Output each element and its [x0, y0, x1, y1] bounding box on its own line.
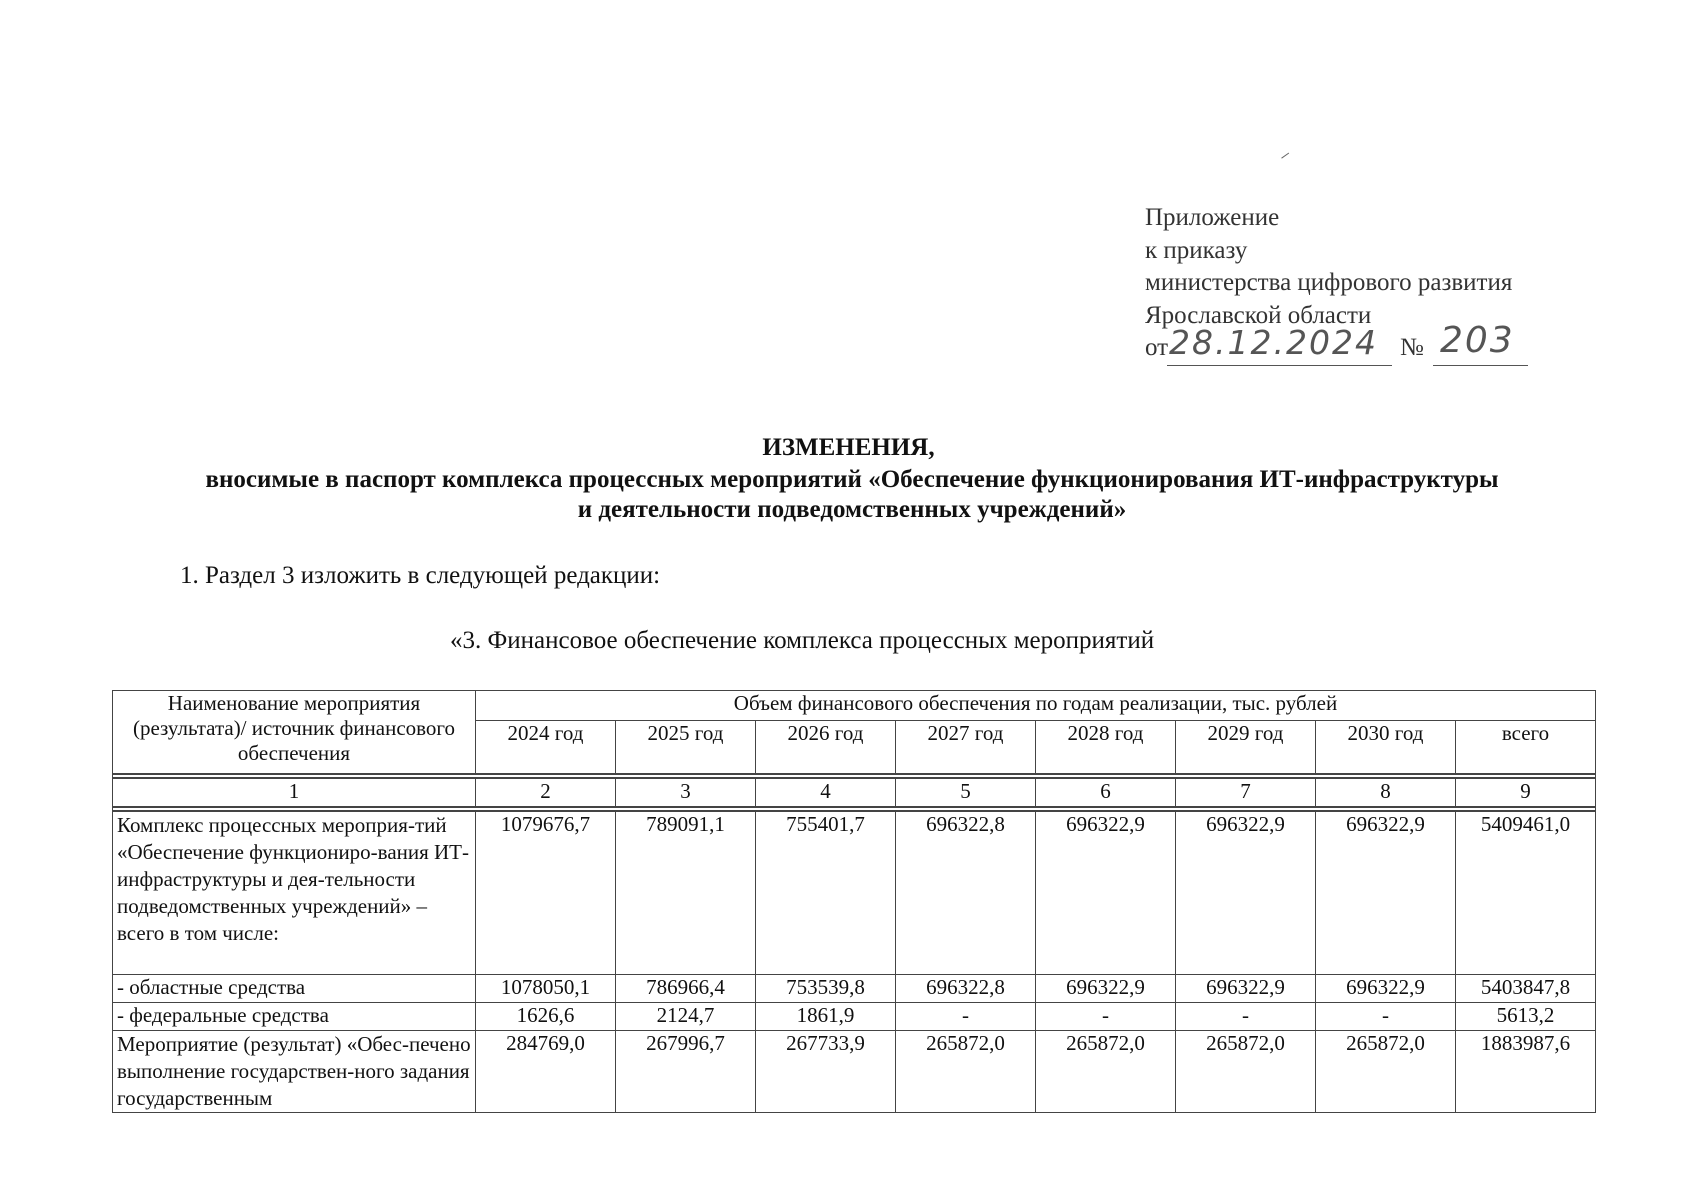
row-value: 696322,9 [1176, 811, 1316, 975]
row-value: 696322,8 [896, 975, 1036, 1003]
row-value: 267996,7 [616, 1031, 756, 1113]
row-value: 1883987,6 [1456, 1031, 1596, 1113]
column-number: 5 [896, 778, 1036, 807]
table-row [113, 1003, 1596, 1031]
row-value: 1626,6 [476, 1003, 616, 1031]
column-number: 1 [113, 778, 476, 807]
row-value: 1078050,1 [476, 975, 616, 1003]
table-row [113, 1031, 1596, 1113]
column-number: 3 [616, 778, 756, 807]
pen-mark [1281, 153, 1290, 160]
row-name: - федеральные средства [113, 1003, 476, 1031]
row-value: 696322,9 [1176, 975, 1316, 1003]
document-subtitle-line-1: вносимые в паспорт комплекса процессных мероприятий «Обеспечение функционирования ИТ-инфраструктуры [205, 466, 1499, 493]
row-value: - [896, 1003, 1036, 1031]
table-row [113, 811, 1596, 975]
financing-table [112, 690, 1596, 1113]
handwritten-number: 203 [1440, 320, 1515, 361]
column-number: 8 [1316, 778, 1456, 807]
column-number: 2 [476, 778, 616, 807]
appendix-block [1145, 202, 1515, 366]
appendix-line-4: Ярославской области [1145, 301, 1372, 329]
row-value: 265872,0 [896, 1031, 1036, 1113]
year-header: 2028 год [1036, 721, 1176, 775]
appendix-line-2: к приказу [1145, 236, 1248, 264]
row-value: 696322,9 [1316, 975, 1456, 1003]
group-header: Объем финансового обеспечения по годам реализации, тыс. рублей [476, 691, 1596, 721]
row-value: 267733,9 [756, 1031, 896, 1113]
row-value: 755401,7 [756, 811, 896, 975]
row-value: 789091,1 [616, 811, 756, 975]
appendix-line-1: Приложение [1145, 204, 1280, 231]
row-value: 696322,9 [1316, 811, 1456, 975]
document-subtitle-line-2: и деятельности подведомственных учреждений» [577, 496, 1127, 523]
row-value: 2124,7 [616, 1003, 756, 1031]
paragraph-1: 1. Раздел 3 изложить в следующей редакции: [180, 562, 661, 589]
row-name: - областные средства [113, 975, 476, 1003]
row-value: 696322,8 [896, 811, 1036, 975]
col1-header: Наименование мероприятия (результата)/ источник финансового обеспечения [113, 691, 476, 775]
row-value: 5613,2 [1456, 1003, 1596, 1031]
row-value: 265872,0 [1036, 1031, 1176, 1113]
year-header: 2024 год [476, 721, 616, 775]
year-header: 2027 год [896, 721, 1036, 775]
column-number: 9 [1456, 778, 1596, 807]
row-value: 786966,4 [616, 975, 756, 1003]
row-value: - [1036, 1003, 1176, 1031]
handwritten-date: 28.12.2024 [1169, 323, 1378, 362]
year-header: 2026 год [756, 721, 896, 775]
year-header: 2029 год [1176, 721, 1316, 775]
year-header: 2030 год [1316, 721, 1456, 775]
column-number: 6 [1036, 778, 1176, 807]
number-sign: № [1400, 334, 1424, 361]
row-value: 265872,0 [1316, 1031, 1456, 1113]
row-value: 696322,9 [1036, 975, 1176, 1003]
date-underline [1167, 365, 1392, 366]
document-title: ИЗМЕНЕНИЯ, [762, 434, 935, 461]
section-title: «3. Финансовое обеспечение комплекса процессных мероприятий [450, 627, 1155, 654]
column-number: 7 [1176, 778, 1316, 807]
header-row-1 [113, 691, 1596, 721]
row-value: - [1316, 1003, 1456, 1031]
date-prefix: от [1145, 334, 1169, 361]
row-value: 753539,8 [756, 975, 896, 1003]
row-value: 1861,9 [756, 1003, 896, 1031]
appendix-line-3: министерства цифрового развития [1145, 269, 1513, 296]
row-value: 284769,0 [476, 1031, 616, 1113]
column-number-row [113, 778, 1596, 807]
table-row [113, 975, 1596, 1003]
year-header: 2025 год [616, 721, 756, 775]
row-name: Мероприятие (результат) «Обес-печено выполнение государствен-ного задания государственным [113, 1031, 476, 1113]
row-value: 265872,0 [1176, 1031, 1316, 1113]
column-number: 4 [756, 778, 896, 807]
row-value: - [1176, 1003, 1316, 1031]
row-value: 5409461,0 [1456, 811, 1596, 975]
total-header: всего [1456, 721, 1596, 775]
order-date-number [1145, 320, 1515, 366]
row-name: Комплекс процессных мероприя-тий «Обеспечение функциониро-вания ИТ-инфраструктуры и дея-тельности подведомственных учреждений» – всего в том числе: [113, 811, 476, 975]
row-value: 5403847,8 [1456, 975, 1596, 1003]
number-underline [1433, 365, 1528, 366]
row-value: 1079676,7 [476, 811, 616, 975]
row-value: 696322,9 [1036, 811, 1176, 975]
